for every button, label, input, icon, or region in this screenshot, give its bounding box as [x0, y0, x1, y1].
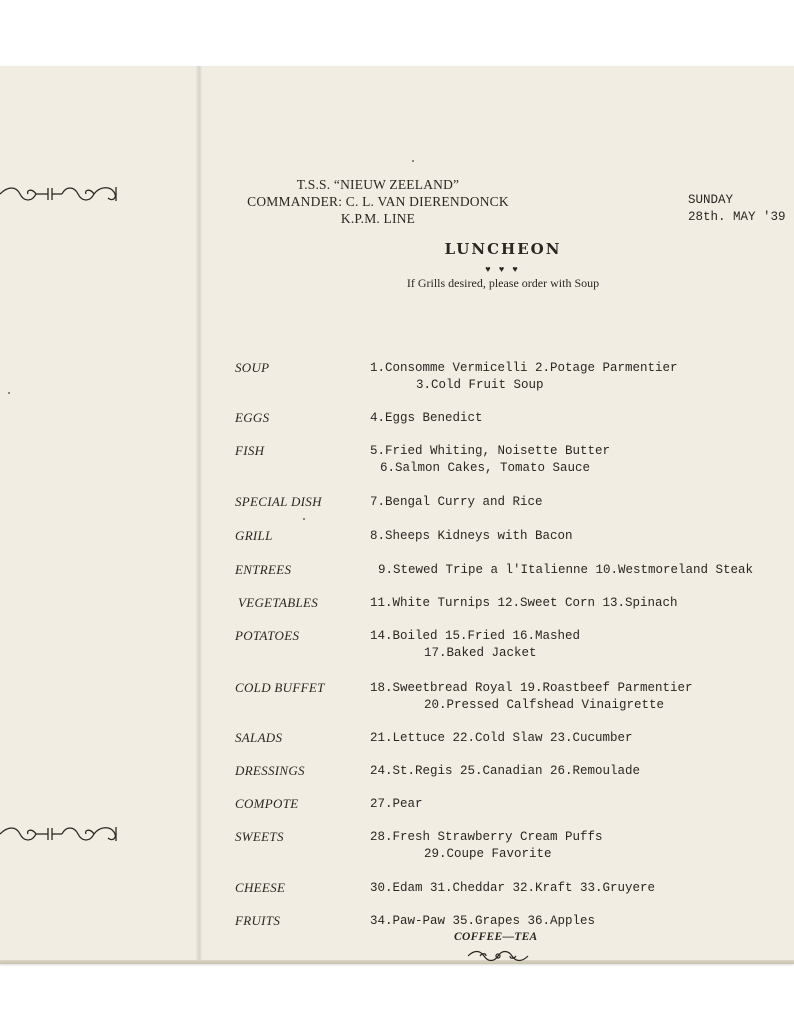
course-label: VEGETABLES: [238, 595, 319, 610]
course-line: 24.St.Regis 25.Canadian 26.Remoulade: [370, 764, 641, 778]
course-items: [370, 913, 595, 930]
weekday: SUNDAY: [688, 193, 734, 207]
course-label: FRUITS: [235, 913, 281, 928]
paper-speck: [8, 392, 10, 394]
course-items: [370, 628, 580, 662]
course-line: 11.White Turnips 12.Sweet Corn 13.Spinach: [370, 596, 678, 610]
course-items: [370, 494, 543, 511]
menu-date: [688, 192, 794, 226]
course-line: 1.Consomme Vermicelli 2.Potage Parmentier: [370, 361, 678, 375]
course-label: SWEETS: [235, 829, 284, 844]
course-line: 17.Baked Jacket: [424, 646, 537, 660]
course-items: [370, 880, 655, 897]
course-items: [370, 730, 633, 747]
commander-name: COMMANDER: C. L. VAN DIERENDONCK: [247, 194, 509, 209]
course-line: 5.Fried Whiting, Noisette Butter: [370, 444, 611, 458]
course-label: COLD BUFFET: [235, 680, 325, 695]
course-line: 7.Bengal Curry and Rice: [370, 495, 543, 509]
course-items: [370, 595, 678, 612]
course-line: 30.Edam 31.Cheddar 32.Kraft 33.Gruyere: [370, 881, 656, 895]
course-line: 28.Fresh Strawberry Cream Puffs: [370, 830, 603, 844]
paper-edge: [0, 960, 794, 964]
menu-header: [228, 176, 528, 227]
meal-title: LUNCHEON: [444, 240, 562, 258]
course-items: [370, 410, 483, 427]
paper-speck: [412, 160, 414, 162]
course-line: 21.Lettuce 22.Cold Slaw 23.Cucumber: [370, 731, 633, 745]
course-items: [370, 763, 640, 780]
course-label: SALADS: [235, 730, 283, 745]
paper-speck: [303, 518, 305, 520]
course-label: GRILL: [235, 528, 273, 543]
course-label: SOUP: [235, 360, 270, 375]
course-line: 14.Boiled 15.Fried 16.Mashed: [370, 629, 581, 643]
course-line: 27.Pear: [370, 797, 423, 811]
course-items: [370, 796, 423, 813]
date-text: 28th. MAY '39: [688, 210, 786, 224]
scroll-ornament-icon: [466, 948, 530, 964]
page-fold: [196, 66, 202, 964]
ship-name: T.S.S. “NIEUW ZEELAND”: [296, 177, 460, 192]
course-label: POTATOES: [235, 628, 300, 643]
shipping-line: K.P.M. LINE: [340, 211, 416, 226]
course-line: 8.Sheeps Kidneys with Bacon: [370, 529, 573, 543]
coffee-tea: COFFEE—TEA: [454, 931, 538, 943]
course-items: [378, 562, 753, 579]
course-line: 20.Pressed Calfshead Vinaigrette: [424, 698, 665, 712]
course-label: COMPOTE: [235, 796, 299, 811]
course-line: 4.Eggs Benedict: [370, 411, 483, 425]
course-label: EGGS: [235, 410, 270, 425]
hearts-icon: ♥ ♥ ♥: [485, 264, 521, 274]
course-items: [370, 443, 610, 477]
scroll-ornament-icon: [0, 184, 122, 204]
scroll-ornament-icon: [0, 824, 122, 844]
course-line: 18.Sweetbread Royal 19.Roastbeef Parmentier: [370, 681, 693, 695]
course-label: CHEESE: [235, 880, 286, 895]
course-line: 29.Coupe Favorite: [424, 847, 552, 861]
course-label: ENTREES: [235, 562, 292, 577]
course-line: 6.Salmon Cakes, Tomato Sauce: [380, 461, 591, 475]
course-items: [370, 680, 693, 714]
course-label: SPECIAL DISH: [235, 494, 322, 509]
course-line: 9.Stewed Tripe a l'Italienne 10.Westmoreland Steak: [378, 563, 754, 577]
course-label: FISH: [235, 443, 265, 458]
course-items: [370, 829, 603, 863]
course-line: 3.Cold Fruit Soup: [416, 378, 544, 392]
course-line: 34.Paw-Paw 35.Grapes 36.Apples: [370, 914, 596, 928]
course-items: [370, 528, 573, 545]
course-items: [370, 360, 678, 394]
grill-note: If Grills desired, please order with Soup: [406, 276, 600, 290]
course-label: DRESSINGS: [235, 763, 305, 778]
